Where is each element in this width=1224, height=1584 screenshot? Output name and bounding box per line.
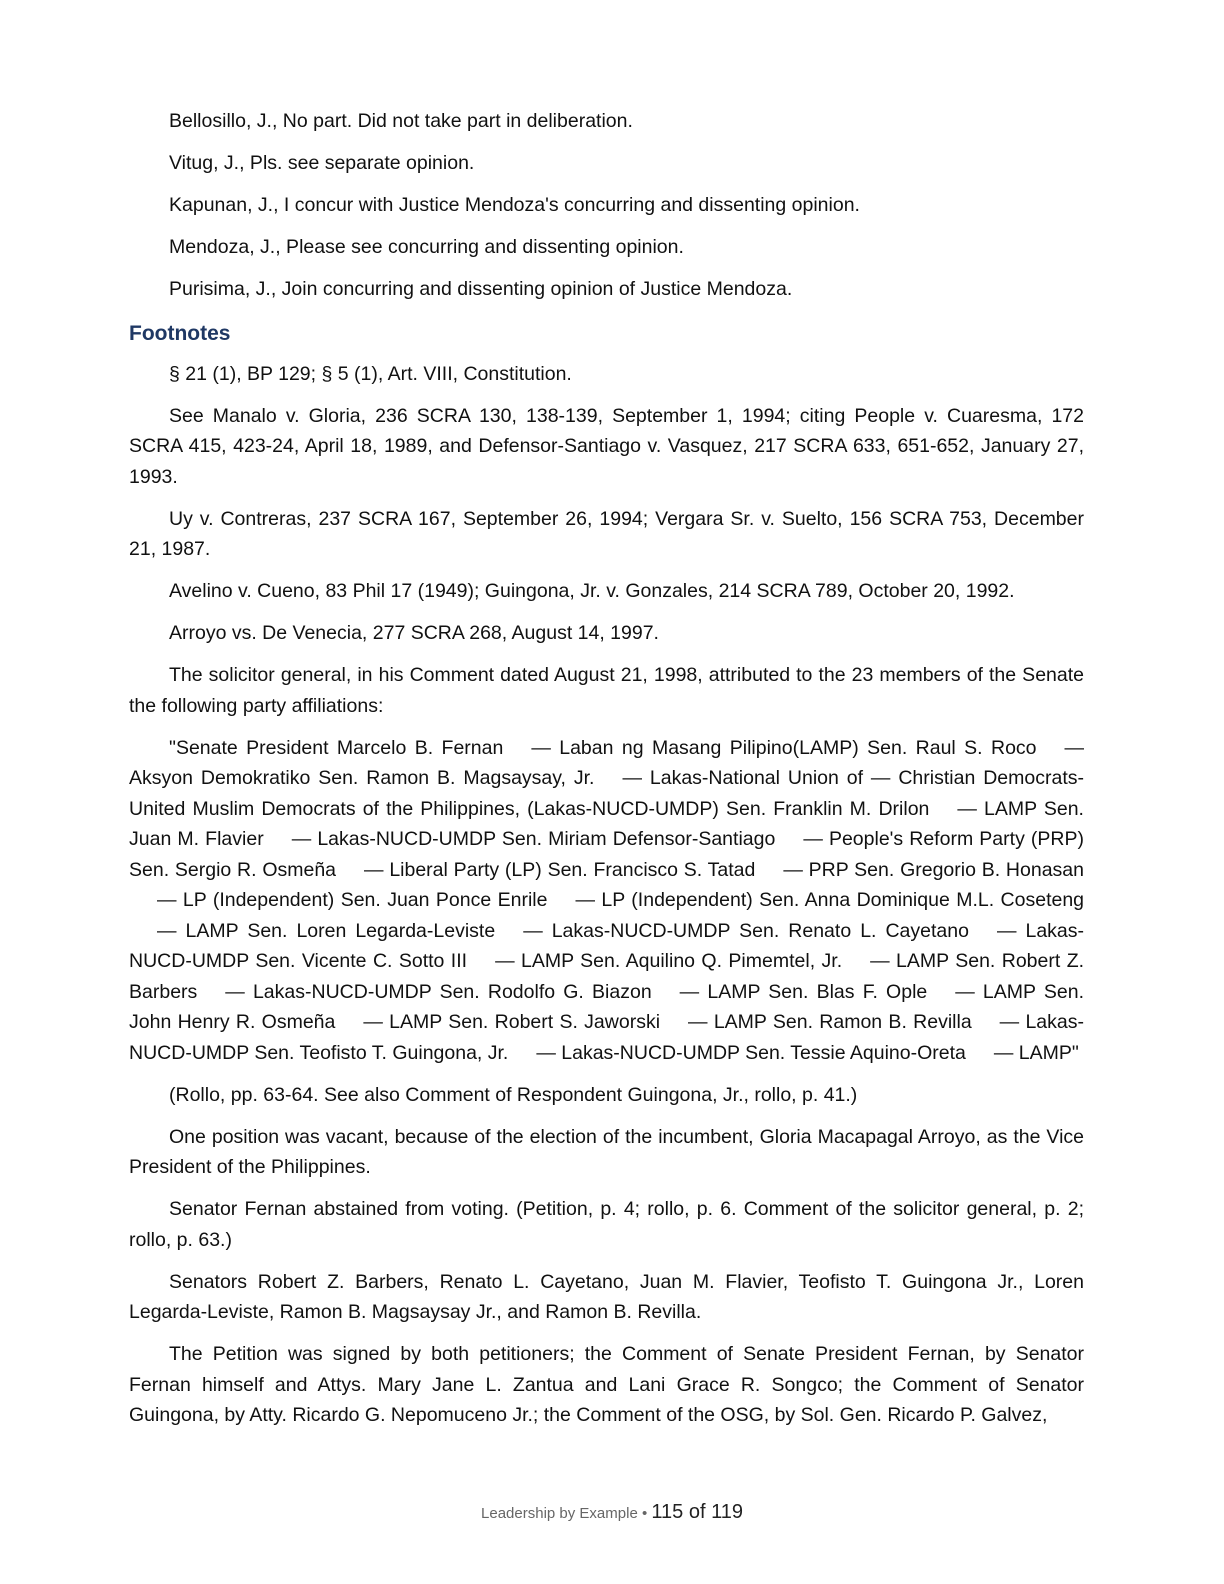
senator-name: Sen. Gregorio B. Honasan xyxy=(854,858,1084,881)
senator-name: Sen. Tessie Aquino-Oreta xyxy=(745,1041,966,1064)
senator-name: Sen. Sergio R. Osmeña xyxy=(129,858,337,881)
senator-party: — Lakas-NUCD-UMDP xyxy=(225,980,432,1003)
senator-party: — Lakas-NUCD-UMDP xyxy=(291,828,496,850)
senator-party: — LAMP xyxy=(363,1011,442,1033)
opinion-mendoza: Mendoza, J., Please see concurring and dissenting opinion. xyxy=(169,236,684,258)
senator-party: — LAMP xyxy=(495,950,574,972)
senator-name: Sen. Francisco S. Tatad xyxy=(547,858,756,881)
senator-name: Sen. Teofisto T. Guingona, Jr. xyxy=(254,1041,509,1064)
senator-party: — Lakas-NUCD-UMDP xyxy=(523,919,731,942)
senator-name: Senate President Marcelo B. Fernan xyxy=(175,736,504,759)
quote-close-mark: " xyxy=(1071,1041,1079,1064)
senator-party: — Laban ng Masang Pilipino(LAMP) xyxy=(531,736,859,759)
footnote-signatories: The Petition was signed by both petitioners; the Comment of Senate President Fernan, by Senator Fernan himself and Attys. Mary Jane L. Zantua and Lani Grace R. Songco; the Comment of Senator Guingona, by Atty. Ricardo G. Nepomuceno Jr.; the Comment of the OSG, by Sol. Gen. Ricardo P. Galvez, xyxy=(129,1343,1084,1426)
footer-bullet: • xyxy=(641,1505,648,1522)
footnote-vacant-position: One position was vacant, because of the election of the incumbent, Gloria Macapagal Arroyo, as the Vice President of the Philippines. xyxy=(129,1125,1084,1178)
footer-document-title: Leadership by Example xyxy=(481,1505,638,1522)
senator-name: Sen. Franklin M. Drilon xyxy=(726,797,930,820)
page-footer xyxy=(0,1497,1224,1529)
senator-name: Sen. Loren Legarda-Leviste xyxy=(247,919,496,942)
party-affiliation-quote xyxy=(129,733,1084,1069)
senator-name: Sen. Anna Dominique M.L. Coseteng xyxy=(759,889,1085,911)
footnote-5: Arroyo vs. De Venecia, 277 SCRA 268, August 14, 1997. xyxy=(169,622,659,644)
footnote-fernan-abstained: Senator Fernan abstained from voting. (Petition, p. 4; rollo, p. 6. Comment of the solicitor general, p. 2; rollo, p. 63.) xyxy=(129,1198,1084,1251)
senator-name: Sen. Ramon B. Revilla xyxy=(772,1011,972,1033)
senator-name: Sen. Robert Z. Barbers xyxy=(129,950,1085,1003)
senator-party: — Lakas-National Union of — Christian Democrats-United Muslim Democrats of the Philippines, (Lakas-NUCD-UMDP) xyxy=(129,767,1084,820)
footnote-1: § 21 (1), BP 129; § 5 (1), Art. VIII, Constitution. xyxy=(169,362,572,385)
senator-party: — Liberal Party (LP) xyxy=(364,858,542,881)
opinion-vitug: Vitug, J., Pls. see separate opinion. xyxy=(169,152,475,174)
opinion-purisima: Purisima, J., Join concurring and dissenting opinion of Justice Mendoza. xyxy=(169,278,793,300)
document-page xyxy=(129,106,1084,1442)
senator-party: — PRP xyxy=(783,858,849,881)
senator-name: Sen. Robert S. Jaworski xyxy=(448,1011,661,1033)
senator-party: — LAMP xyxy=(679,980,761,1003)
senator-party: — LAMP xyxy=(870,950,949,972)
quote-open-mark: " xyxy=(169,736,176,759)
senator-name: Sen. Rodolfo G. Biazon xyxy=(439,980,652,1003)
footnote-2: See Manalo v. Gloria, 236 SCRA 130, 138-139, September 1, 1994; citing People v. Cuaresma, 172 SCRA 415, 423-24, April 18, 1989, and Defensor-Santiago v. Vasquez, 217 SCRA 633, 651-652, January 27, 1993. xyxy=(129,404,1084,488)
senator-name: Sen. Juan Ponce Enrile xyxy=(340,889,548,911)
senator-party: — LAMP xyxy=(157,919,239,942)
senator-party: — Lakas-NUCD-UMDP xyxy=(536,1041,740,1064)
senator-name: Sen. Raul S. Roco xyxy=(867,736,1037,759)
senator-party: — LAMP xyxy=(957,797,1037,820)
senator-name: Sen. John Henry R. Osmeña xyxy=(129,980,1084,1033)
senator-name: Sen. Aquilino Q. Pimemtel, Jr. xyxy=(580,950,843,972)
senator-party: — LP (Independent) xyxy=(157,889,335,911)
rollo-citation: (Rollo, pp. 63-64. See also Comment of Respondent Guingona, Jr., rollo, p. 41.) xyxy=(169,1083,858,1106)
senator-name: Sen. Ramon B. Magsaysay, Jr. xyxy=(318,767,595,789)
senator-party: — LAMP xyxy=(688,1011,767,1033)
opinion-bellosillo: Bellosillo, J., No part. Did not take part in deliberation. xyxy=(169,110,633,132)
senator-party: — LAMP xyxy=(955,980,1036,1003)
senator-party: — LAMP xyxy=(993,1041,1072,1064)
footnote-6: The solicitor general, in his Comment dated August 21, 1998, attributed to the 23 members of the Senate the following party affiliations: xyxy=(129,664,1084,717)
footnotes-heading: Footnotes xyxy=(129,321,231,345)
footnote-4: Avelino v. Cueno, 83 Phil 17 (1949); Guingona, Jr. v. Gonzales, 214 SCRA 789, October 20, 1992. xyxy=(169,580,1015,602)
senator-party: — People's Reform Party (PRP) xyxy=(803,828,1085,850)
footnote-senators-list: Senators Robert Z. Barbers, Renato L. Cayetano, Juan M. Flavier, Teofisto T. Guingona Jr., Loren Legarda-Leviste, Ramon B. Magsaysay Jr., and Ramon B. Revilla. xyxy=(129,1270,1084,1323)
senator-name: Sen. Blas F. Ople xyxy=(768,980,928,1003)
senator-name: Sen. Miriam Defensor-Santiago xyxy=(501,828,776,850)
senator-name: Sen. Juan M. Flavier xyxy=(129,797,1084,850)
page-number: 115 of 119 xyxy=(651,1501,743,1523)
senator-party: — Lakas-NUCD-UMDP xyxy=(129,919,1085,972)
senator-name: Sen. Vicente C. Sotto III xyxy=(255,950,468,972)
opinion-kapunan: Kapunan, J., I concur with Justice Mendoza's concurring and dissenting opinion. xyxy=(169,194,860,216)
senator-party: — LP (Independent) xyxy=(575,889,753,911)
footnote-3: Uy v. Contreras, 237 SCRA 167, September 26, 1994; Vergara Sr. v. Suelto, 156 SCRA 753, December 21, 1987. xyxy=(129,507,1084,560)
senator-name: Sen. Renato L. Cayetano xyxy=(739,919,969,942)
senator-party: — Aksyon Demokratiko xyxy=(129,736,1085,789)
senator-party: — Lakas-NUCD-UMDP xyxy=(129,1011,1084,1064)
